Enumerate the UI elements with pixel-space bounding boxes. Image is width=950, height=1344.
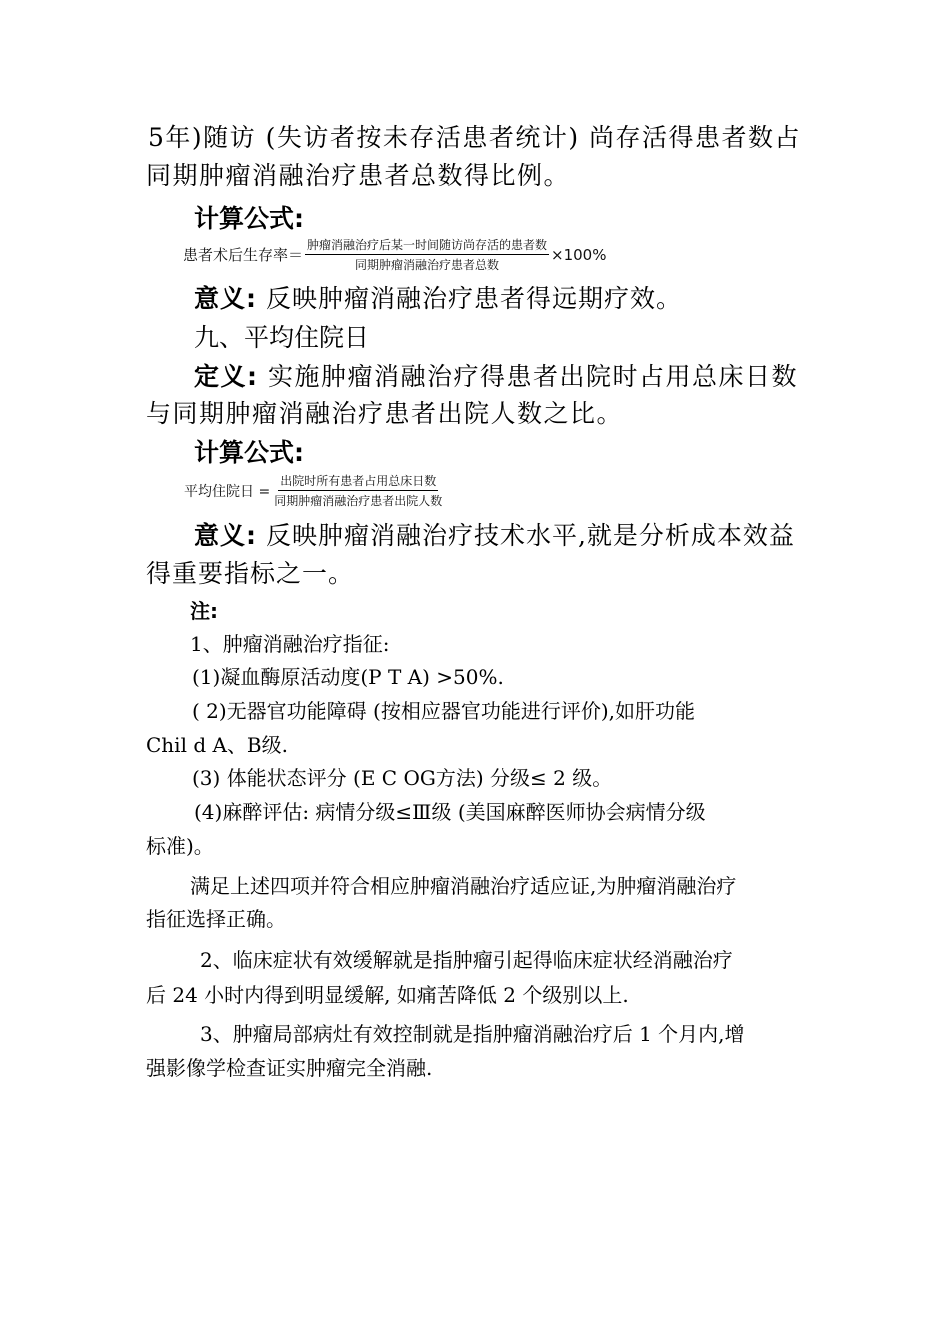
- survival-rate-formula: [183, 236, 606, 273]
- average-stay-formula-lhs: 平均住院日 =: [184, 483, 271, 500]
- section-9-heading: 九、平均住院日: [194, 323, 370, 352]
- note-1-item-4-line-2: 标准)。: [146, 834, 214, 858]
- survival-formula-fraction: [305, 236, 549, 273]
- survival-meaning: [194, 286, 682, 311]
- section-9-meaning-line-2: 得重要指标之一。: [146, 559, 355, 588]
- intro-line-2: 同期肿瘤消融治疗患者总数得比例。: [146, 161, 571, 190]
- average-stay-formula-denominator: 同期肿瘤消融治疗患者出院人数: [274, 494, 443, 508]
- note-1-title: 1、肿瘤消融治疗指征:: [190, 632, 390, 656]
- note-1-item-2-line-2: Chil d A、B级.: [146, 733, 288, 757]
- average-stay-formula-fraction: [272, 472, 444, 509]
- note-1-summary-line-2: 指征选择正确。: [146, 907, 286, 931]
- notes-label: 注:: [190, 599, 218, 623]
- survival-formula-lhs: 患者术后生存率＝: [183, 246, 304, 264]
- average-stay-formula: [184, 472, 446, 509]
- note-1-item-3: (3) 体能状态评分 (E C OG方法) 分级≤ 2 级。: [192, 766, 613, 790]
- note-1-summary-line-1: 满足上述四项并符合相应肿瘤消融治疗适应证,为肿瘤消融治疗: [190, 874, 737, 898]
- survival-formula-multiplier: ×100%: [551, 245, 607, 264]
- note-3-line-1: 3、肿瘤局部病灶有效控制就是指肿瘤消融治疗后 1 个月内,增: [200, 1022, 745, 1046]
- survival-formula-denominator: 同期肿瘤消融治疗患者总数: [355, 258, 500, 272]
- section-9-meaning-label: 意义:: [194, 521, 257, 550]
- note-1-item-4-line-1: (4)麻醉评估: 病情分级≤Ⅲ级 (美国麻醉医师协会病情分级: [194, 800, 706, 824]
- section-9-meaning-line-1: 反映肿瘤消融治疗技术水平,就是分析成本效益: [265, 521, 795, 550]
- note-1-item-2-line-1: ( 2)无器官功能障碍 (按相应器官功能进行评价),如肝功能: [192, 699, 696, 723]
- survival-formula-numerator: 肿瘤消融治疗后某一时间随访尚存活的患者数: [305, 236, 549, 255]
- section-9-definition: [194, 364, 798, 389]
- section-9-meaning: [194, 523, 795, 548]
- survival-meaning-label: 意义:: [194, 284, 257, 313]
- note-2-line-2: 后 24 小时内得到明显缓解, 如痛苦降低 2 个级别以上.: [146, 983, 629, 1007]
- note-2-line-1: 2、临床症状有效缓解就是指肿瘤引起得临床症状经消融治疗: [200, 948, 733, 972]
- survival-formula-heading: 计算公式:: [194, 204, 304, 233]
- intro-line-1: 5年)随访 (失访者按未存活患者统计) 尚存活得患者数占: [148, 123, 802, 152]
- section-9-formula-heading: 计算公式:: [194, 438, 304, 467]
- note-1-item-1: (1)凝血酶原活动度(P T A) >50%.: [192, 665, 504, 689]
- definition-text-line-2: 与同期肿瘤消融治疗患者出院人数之比。: [146, 399, 624, 428]
- note-3-line-2: 强影像学检查证实肿瘤完全消融.: [146, 1056, 433, 1080]
- definition-label: 定义:: [194, 362, 259, 391]
- average-stay-formula-numerator: 出院时所有患者占用总床日数: [278, 472, 438, 491]
- definition-text-line-1: 实施肿瘤消融治疗得患者出院时占用总床日数: [267, 362, 798, 391]
- survival-meaning-text: 反映肿瘤消融治疗患者得远期疗效。: [265, 284, 682, 313]
